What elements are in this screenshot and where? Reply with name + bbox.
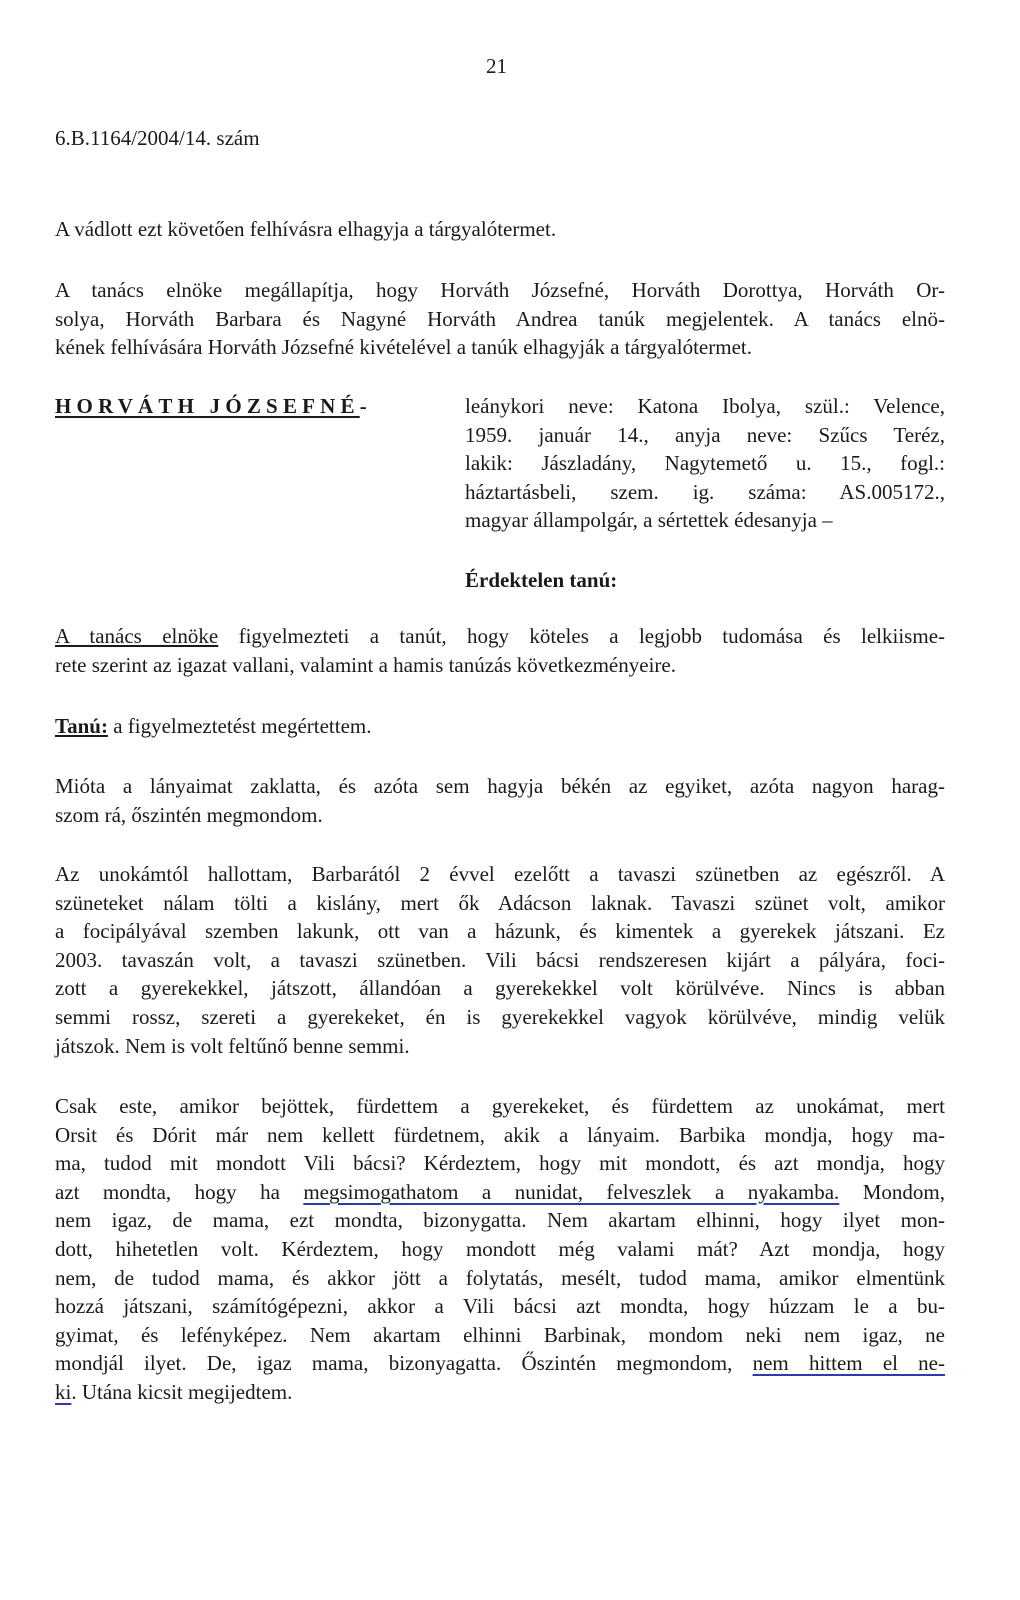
text-segment: Az unokámtól hallottam, Barbarától 2 évvel ezelőtt a tavaszi szünetben az egészről. A [55,862,945,886]
text-line [55,1378,945,1407]
text-line [55,917,945,946]
text-line [55,1149,945,1178]
text-segment: magyar állampolgár, a sértettek édesanyja – [465,508,833,533]
text-line [55,276,945,305]
text-segment: zott a gyerekekkel, játszott, állandóan a gyerekekkel volt körülvéve. Nincs is abban [55,976,945,1001]
text-segment: leánykori neve: Katona Ibolya, szül.: Velence, [465,394,945,418]
text-segment: szom rá, őszintén megmondom. [55,802,323,827]
paragraph-witness-acknowledgement [55,712,945,741]
text-line [55,1321,945,1350]
text-segment: 2003. tavaszán volt, a tavaszi szünetben. Vili bácsi rendszeresen kijárt a pályára, foci- [55,947,945,972]
text-segment: figyelmezteti a tanút, hogy köteles a legjobb tudomása és lelkiisme- [218,624,946,648]
underlined-text: megsimogathatom a nunidat, felveszlek a nyakamba. [303,1179,840,1204]
underlined-text: nem hittem el ne- [752,1351,945,1376]
page-number: 21 [486,54,507,78]
text-line [55,1235,945,1264]
text-segment: kének felhívására Horváth Józsefné kivételével a tanúk elhagyják a tárgyalótermet. [55,335,752,360]
paragraph-defendant-leaves [55,215,945,244]
underlined-text: A tanács elnöke [55,624,219,648]
text-segment: háztartásbeli, szem. ig. száma: AS.005172., [465,479,945,504]
text-segment: játszok. Nem is volt feltűnő benne semmi. [55,1033,410,1058]
text-line [55,1121,945,1150]
text-segment: hozzá játszani, számítógépezni, akkor a Vili bácsi azt mondta, hogy húzzam le a bu- [55,1294,945,1319]
text-line [55,1292,945,1321]
text-line [465,449,945,478]
text-segment: dott, hihetetlen volt. Kérdeztem, hogy mondott még valami mát? Azt mondja, hogy [55,1236,945,1261]
text-line [55,215,945,244]
text-line [55,860,945,889]
text-segment: gyimat, és lefényképez. Nem akartam elhinni Barbinak, mondom neki nem igaz, ne [55,1322,945,1347]
text-segment: a focipályával szemben lakunk, ott van a házunk, és kimentek a gyerekek játszani. Ez [55,919,945,944]
text-line [55,1003,945,1032]
text-line [55,889,945,918]
text-line [465,506,945,535]
witness-name-heading [55,392,372,421]
text-segment: Mondom, [839,1179,945,1204]
text-segment: Csak este, amikor bejöttek, fürdettem a gyerekeket, és fürdettem az unokámat, mert [55,1094,945,1118]
text-segment: A vádlott ezt követően felhívásra elhagyja a tárgyalótermet. [55,217,557,241]
text-segment: rete szerint az igazat vallani, valamint a hamis tanúzás következményeire. [55,652,676,677]
text-line [55,801,945,830]
underlined-text: Tanú: [55,714,108,738]
text-segment: 1959. január 14., anyja neve: Szűcs Teréz, [465,422,945,447]
text-line [55,305,945,334]
text-segment: semmi rossz, szereti a gyerekeket, én is gyerekekkel vagyok körülvéve, mindig velük [55,1004,945,1029]
text-line [465,478,945,507]
text-segment: nem igaz, de mama, ezt mondta, bizonygatta. Nem akartam elhinni, hogy ilyet mon- [55,1208,945,1233]
text-segment: Orsit és Dórit már nem kellett fürdetnem, akik a lányaim. Barbika mondja, hogy ma- [55,1122,945,1147]
section-header: Érdektelen tanú: [465,568,618,592]
text-line [55,1349,945,1378]
text-line [55,772,945,801]
text-line [465,392,945,421]
witness-name: HORVÁTH JÓZSEFNÉ [55,394,360,418]
text-segment: a figyelmeztetést megértettem. [107,714,372,738]
text-line [55,622,945,651]
text-segment: mondjál ilyet. De, igaz mama, bizonyagatta. Őszintén megmondom, [55,1351,753,1376]
text-line [55,333,945,362]
text-segment: solya, Horváth Barbara és Nagyné Horváth Andrea tanúk megjelentek. A tanács elnö- [55,306,945,331]
text-line [55,712,945,741]
text-segment: lakik: Jászladány, Nagytemető u. 15., fogl.: [465,451,945,476]
paragraph-testimony-2 [55,860,945,1060]
paragraph-witnesses-present [55,276,945,362]
text-segment: nem, de tudod mama, és akkor jött a folytatás, mesélt, tudod mama, amikor elmentünk [55,1265,945,1290]
text-segment: ma, tudod mit mondott Vili bácsi? Kérdeztem, hogy mit mondott, és azt mondja, hogy [55,1151,945,1176]
text-line [55,1032,945,1061]
witness-name-dash: - [359,394,372,418]
paragraph-warning [55,622,945,679]
text-line [55,1206,945,1235]
text-line [55,651,945,680]
text-line [55,974,945,1003]
paragraph-testimony-3 [55,1092,945,1407]
paragraph-testimony-1 [55,772,945,829]
document-number: 6.B.1164/2004/14. szám [55,126,260,150]
underlined-text: ki [55,1379,72,1404]
text-line [55,1178,945,1207]
text-line [55,1264,945,1293]
text-line [465,421,945,450]
text-segment: . Utána kicsit megijedtem. [71,1379,293,1404]
text-line [55,1092,945,1121]
text-line [55,946,945,975]
text-segment: azt mondta, hogy ha [55,1179,304,1204]
text-segment: A tanács elnöke megállapítja, hogy Horváth Józsefné, Horváth Dorottya, Horváth Or- [55,278,945,302]
text-segment: szüneteket nálam tölti a kislány, mert ők Adácson laknak. Tavaszi szünet volt, amikor [55,890,945,915]
witness-personal-details [465,392,945,535]
text-segment: Mióta a lányaimat zaklatta, és azóta sem hagyja békén az egyiket, azóta nagyon harag- [55,774,945,798]
